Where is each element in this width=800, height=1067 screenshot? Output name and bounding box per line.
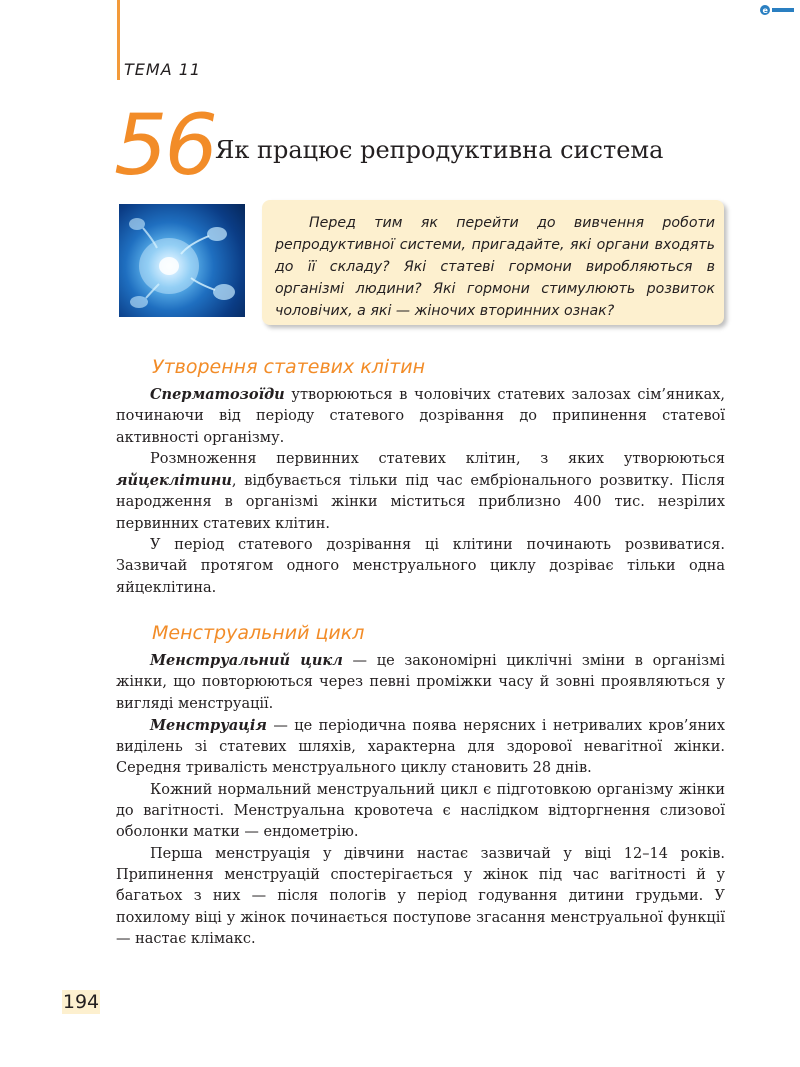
page-number: 194 [62,991,100,1013]
theme-label: ТЕМА 11 [124,60,202,79]
term-ova: яйцеклітини [116,472,232,490]
section-heading-gametes: Утворення статевих клітин [152,356,426,378]
lesson-title: Як працює репродуктивна система [215,136,664,164]
sperm-cells-photo [119,204,245,317]
header-accent-line [117,0,120,80]
section-body-cycle: Менструальний цикл — це закономірні циклічні зміни в організмі жінки, що повторюються через певні проміжки часу й зовні проявляються у вигляді менструації. Менструація — це періодична поява нерясних і нетривалих кров’яних виділень зі статевих шляхів, характерна для здорової невагітної жінки. Середня тривалість менструального циклу становить 28 днів. Кожний нормальний менструальний цикл є підготовкою організму жінки до вагітності. Менструальна кровотеча є наслідком відторгнення слизової оболонки матки — ендометрію. Перша менструація у дівчини настає зазвичай у віці 12–14 років. Припинення менструацій спостерігається у жінок під час вагітності й у багатьох з них — після пологів у період годування дитини грудьми. У похилому віці у жінок починається поступове згасання менструальної функції — настає клімакс. [116,652,725,947]
section-heading-cycle: Менструальний цикл [152,622,365,644]
svg-text:e: e [762,6,768,15]
term-spermatozoa: Сперматозоїди [150,386,285,403]
lesson-number: 56 [114,96,215,194]
publisher-logo [760,4,796,18]
term-menstrual-cycle: Менструальний цикл [150,652,343,669]
logo-icon [760,4,796,16]
section-body-gametes: Сперматозоїди утворюються в чоловічих статевих залозах сім’яниках, починаючи від періоду статевого дозрівання до припинення статевої активності організму. Розмноження первинних статевих клітин, з яких утворюються яйцеклітини, відбувається тільки під час ембріонального розвитку. Після народження в організмі жінки міститься приблизно 400 тис. незрілих первинних статевих клітин. У період статевого дозрівання ці клітини починають розвиватися. Зазвичай протягом одного менструального циклу дозріває тільки одна яйцеклітина. [116,386,725,596]
term-menstruation: Менструація [150,716,267,734]
intro-question-text: Перед тим як перейти до вивчення роботи репродуктивної системи, пригадайте, які органи входять до її складу? Які статеві гормони виробляються в організмі людини? Які гормони стимулюють розвиток чоловічих, а які — жіночих вторинних ознак? [275,215,715,319]
